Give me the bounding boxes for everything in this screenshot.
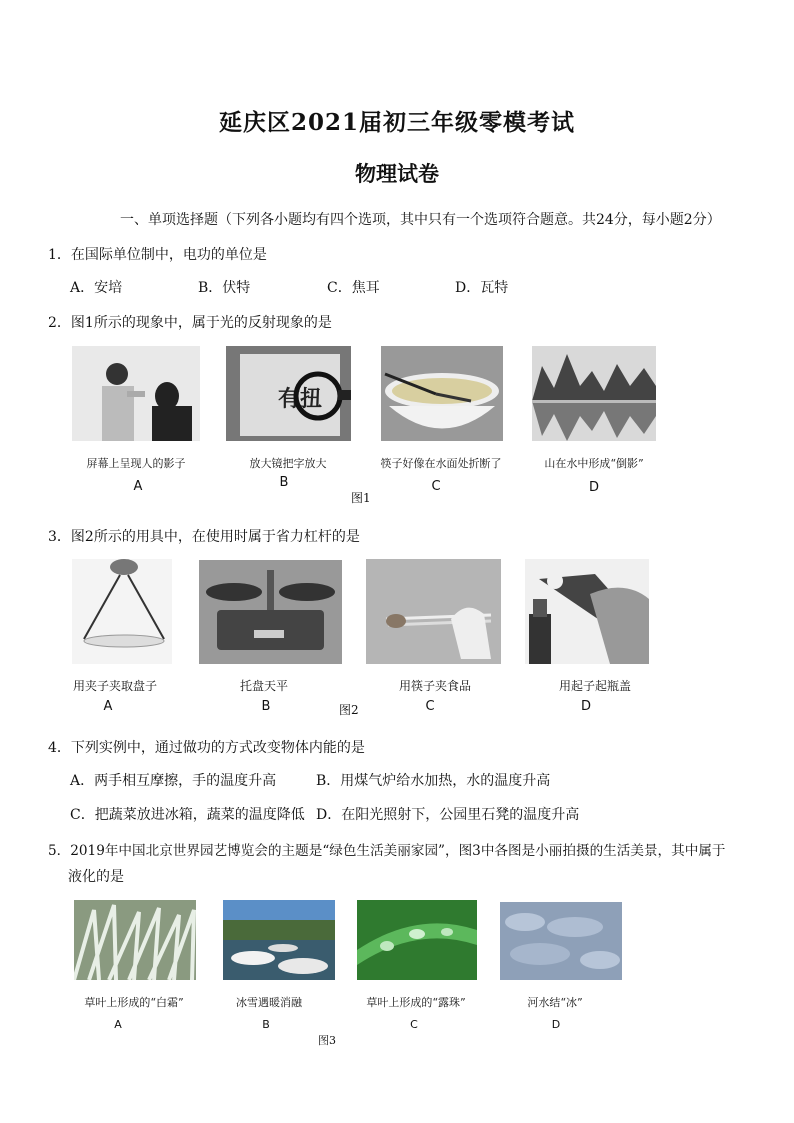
q1-option-c: C．焦耳 — [327, 280, 380, 296]
q2-caption-b: 放大镜把字放大 — [249, 457, 327, 470]
q3-label-a: A — [103, 699, 113, 714]
q5-caption-a: 草叶上形成的“白霜” — [84, 996, 184, 1009]
q2-caption-a: 屏幕上呈现人的影子 — [86, 457, 186, 470]
tongs-photo — [72, 559, 172, 664]
question-4: 4．下列实例中，通过做功的方式改变物体内能的是 — [48, 740, 365, 756]
q4-option-c: C．把蔬菜放进冰箱，蔬菜的温度降低 — [70, 807, 305, 823]
dew-photo — [357, 900, 477, 980]
bottle-opener-photo — [525, 559, 649, 664]
question-5-line-1: 5．2019年中国北京世界园艺博览会的主题是“绿色生活美丽家园”，图3中各图是小丽拍摄的生活美景，其中属于 — [48, 843, 726, 859]
q5-label-d: D — [551, 1018, 561, 1031]
q3-caption-a: 用夹子夹取盘子 — [72, 679, 157, 693]
q2-label-a: A — [133, 479, 143, 494]
q3-label-b: B — [261, 699, 271, 714]
section-heading: 一、单项选择题（下列各小题均有四个选项，其中只有一个选项符合题意。共24分，每小题2分） — [120, 212, 721, 228]
q3-caption-c: 用筷子夹食品 — [398, 679, 471, 693]
mountain-reflection-photo — [532, 346, 656, 441]
question-5-line-2: 液化的是 — [68, 869, 124, 885]
question-3: 3．图2所示的用具中，在使用时属于省力杠杆的是 — [48, 529, 360, 545]
figure-2-label: 图2 — [339, 703, 359, 717]
question-1: 1．在国际单位制中，电功的单位是 — [48, 247, 267, 263]
ice-photo — [500, 902, 622, 980]
balance-photo — [199, 560, 342, 664]
q3-caption-b: 托盘天平 — [239, 679, 288, 693]
q5-caption-c: 草叶上形成的“露珠” — [366, 996, 466, 1009]
q4-option-b: B．用煤气炉给水加热，水的温度升高 — [316, 773, 551, 789]
q5-label-a: A — [114, 1018, 122, 1031]
chopstick-bowl-photo — [381, 346, 503, 441]
q5-caption-d: 河水结“冰” — [527, 996, 583, 1009]
q5-label-b: B — [262, 1018, 270, 1031]
figure-3-label: 图3 — [318, 1034, 336, 1047]
q4-option-a: A．两手相互摩擦，手的温度升高 — [70, 773, 277, 789]
q1-option-d: D．瓦特 — [455, 280, 509, 296]
question-2: 2．图1所示的现象中，属于光的反射现象的是 — [48, 315, 332, 331]
exam-subtitle: 物理试卷 — [355, 161, 439, 186]
exam-title: 延庆区2021届初三年级零模考试 — [218, 109, 575, 136]
q1-option-b: B．伏特 — [198, 280, 251, 296]
q3-label-d: D — [580, 699, 591, 714]
shadow-photo — [72, 346, 200, 441]
q3-label-c: C — [425, 699, 435, 714]
q2-label-b: B — [279, 475, 289, 490]
q3-caption-d: 用起子起瓶盖 — [558, 679, 631, 693]
melting-snow-photo — [223, 900, 335, 980]
magnifier-text: 有扭 — [278, 387, 323, 412]
q5-caption-b: 冰雪遇暖消融 — [236, 996, 302, 1009]
figure-1-label: 图1 — [351, 491, 371, 505]
q2-caption-c: 筷子好像在水面处折断了 — [380, 457, 502, 470]
chopsticks-food-photo — [366, 559, 501, 664]
q2-label-c: C — [431, 479, 441, 494]
q4-option-d: D．在阳光照射下，公园里石凳的温度升高 — [316, 807, 580, 823]
q1-option-a: A．安培 — [70, 280, 123, 296]
q5-label-c: C — [410, 1018, 418, 1031]
magnifier-photo — [226, 346, 351, 441]
q2-caption-d: 山在水中形成“倒影” — [544, 457, 644, 470]
frost-photo — [74, 900, 196, 980]
q2-label-d: D — [588, 480, 599, 495]
